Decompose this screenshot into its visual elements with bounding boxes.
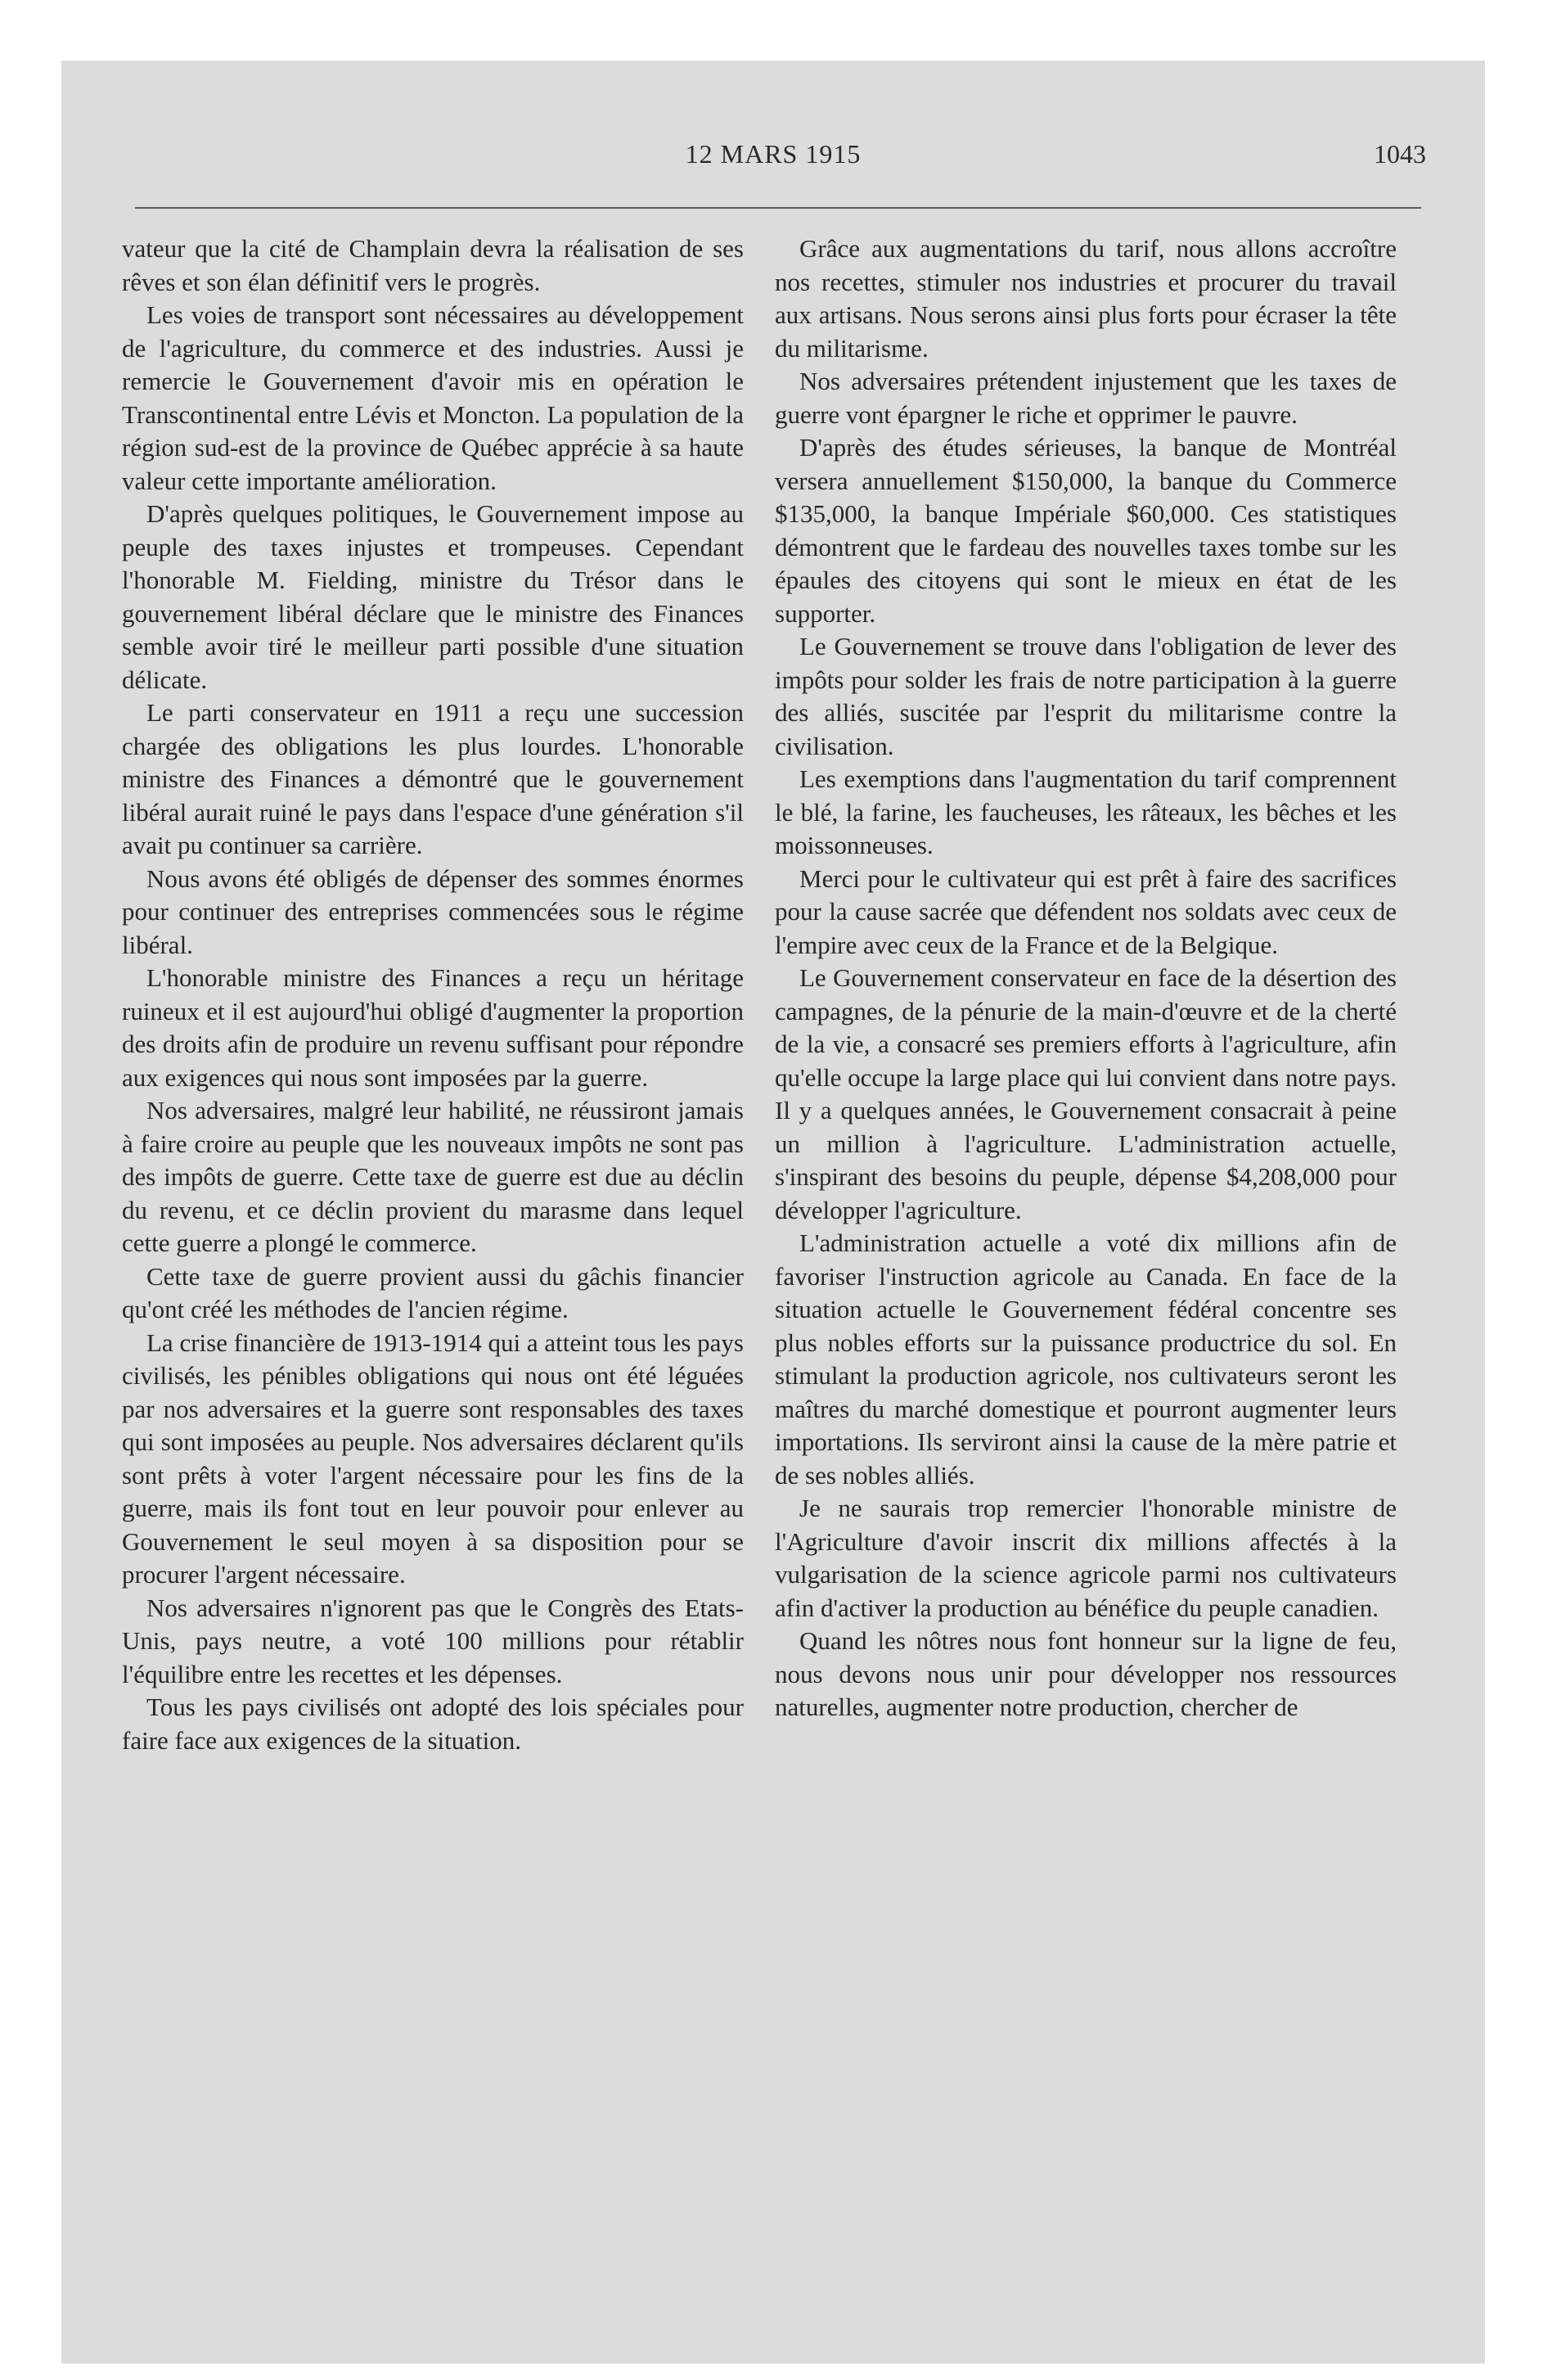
paragraph: Cette taxe de guerre provient aussi du gâchis financier qu'ont créé les méthodes de l'ancien régime. xyxy=(122,1261,744,1323)
page-header xyxy=(61,139,1485,188)
paragraph: D'après des études sérieuses, la banque de Montréal versera annuellement $150,000, la banque du Commerce $135,000, la banque Impériale $60,000. Ces statistiques démontrent que le fardeau des nouvelles taxes tombe sur les épaules des citoyens qui sont le mieux en état de les supporter. xyxy=(775,433,1397,628)
paragraph: Les exemptions dans l'augmentation du tarif comprennent le blé, la farine, les faucheuses, les râteaux, les bêches et les moissonneuses. xyxy=(775,764,1397,859)
paragraph: Grâce aux augmentations du tarif, nous allons accroître nos recettes, stimuler nos industries et procurer du travail aux artisans. Nous serons ainsi plus forts pour écraser la tête du militarisme. xyxy=(775,234,1397,363)
right-column xyxy=(775,232,1397,1724)
header-rule xyxy=(135,207,1421,209)
paragraph: Le Gouvernement conservateur en face de la désertion des campagnes, de la pénurie de la main-d'œuvre et de la cherté de la vie, a consacré ses premiers efforts à l'agriculture, afin qu'elle occupe la large place qui lui convient dans notre pays. Il y a quelques années, le Gouvernement consacrait à peine un million à l'agriculture. L'administration actuelle, s'inspirant des besoins du peuple, dépense $4,208,000 pour développer l'agriculture. xyxy=(775,963,1397,1224)
paragraph: L'administration actuelle a voté dix millions afin de favoriser l'instruction agricole au Canada. En face de la situation actuelle le Gouvernement fédéral concentre ses plus nobles efforts sur la puissance productrice du sol. En stimulant la production agricole, nos cultivateurs seront les maîtres du marché domestique et pourront augmenter leurs importations. Ils serviront ainsi la cause de la mère patrie et de ses nobles alliés. xyxy=(775,1228,1397,1490)
paragraph: Je ne saurais trop remercier l'honorable ministre de l'Agriculture d'avoir inscrit dix millions affectés à la vulgarisation de la science agricole parmi nos cultivateurs afin d'activer la production au bénéfice du peuple canadien. xyxy=(775,1494,1397,1622)
scanned-page xyxy=(61,61,1485,2364)
paragraph: vateur que la cité de Champlain devra la réalisation de ses rêves et son élan définitif vers le progrès. xyxy=(122,234,744,296)
paragraph: D'après quelques politiques, le Gouvernement impose au peuple des taxes injustes et trompeuses. Cependant l'honorable M. Fielding, ministre du Trésor dans le gouvernement libéral déclare que le ministre des Finances semble avoir tiré le meilleur parti possible d'une situation délicate. xyxy=(122,499,744,694)
paragraph: Nos adversaires, malgré leur habilité, ne réussiront jamais à faire croire au peuple que les nouveaux impôts ne sont pas des impôts de guerre. Cette taxe de guerre est due au déclin du revenu, et ce déclin provient du marasme dans lequel cette guerre a plongé le commerce. xyxy=(122,1096,744,1257)
paragraph: L'honorable ministre des Finances a reçu un héritage ruineux et il est aujourd'hui obligé d'augmenter la proportion des droits afin de produire un revenu suffisant pour répondre aux exigences qui nous sont imposées par la guerre. xyxy=(122,963,744,1092)
paragraph: Le Gouvernement se trouve dans l'obligation de lever des impôts pour solder les frais de notre participation à la guerre des alliés, suscitée par l'esprit du militarisme contre la civilisation. xyxy=(775,632,1397,760)
paragraph: Tous les pays civilisés ont adopté des lois spéciales pour faire face aux exigences de la situation. xyxy=(122,1693,744,1755)
paragraph: Nos adversaires prétendent injustement que les taxes de guerre vont épargner le riche et opprimer le pauvre. xyxy=(775,367,1397,429)
left-column xyxy=(122,232,744,1757)
page-number: 1043 xyxy=(1374,139,1426,169)
paragraph: Nos adversaires n'ignorent pas que le Congrès des Etats-Unis, pays neutre, a voté 100 millions pour rétablir l'équilibre entre les recettes et les dépenses. xyxy=(122,1593,744,1688)
paragraph: Quand les nôtres nous font honneur sur la ligne de feu, nous devons nous unir pour développer nos ressources naturelles, augmenter notre production, chercher de xyxy=(775,1626,1397,1721)
paragraph: Merci pour le cultivateur qui est prêt à faire des sacrifices pour la cause sacrée que défendent nos soldats avec ceux de l'empire avec ceux de la France et de la Belgique. xyxy=(775,863,1397,959)
header-date: 12 MARS 1915 xyxy=(685,139,862,169)
paragraph: Les voies de transport sont nécessaires au développement de l'agriculture, du commerce et des industries. Aussi je remercie le Gouvernement d'avoir mis en opération le Transcontinental entre Lévis et Moncton. La population de la région sud-est de la province de Québec apprécie à sa haute valeur cette importante amélioration. xyxy=(122,300,744,495)
paragraph: Nous avons été obligés de dépenser des sommes énormes pour continuer des entreprises commencées sous le régime libéral. xyxy=(122,863,744,959)
paragraph: La crise financière de 1913-1914 qui a atteint tous les pays civilisés, les pénibles obligations qui nous ont été léguées par nos adversaires et la guerre sont responsables des taxes qui sont imposées au peuple. Nos adversaires déclarent qu'ils sont prêts à voter l'argent nécessaire pour les fins de la guerre, mais ils font tout en leur pouvoir pour enlever au Gouvernement le seul moyen à sa disposition pour se procurer l'argent nécessaire. xyxy=(122,1327,744,1589)
paragraph: Le parti conservateur en 1911 a reçu une succession chargée des obligations les plus lourdes. L'honorable ministre des Finances a démontré que le gouvernement libéral aurait ruiné le pays dans l'espace d'une génération s'il avait pu continuer sa carrière. xyxy=(122,698,744,859)
